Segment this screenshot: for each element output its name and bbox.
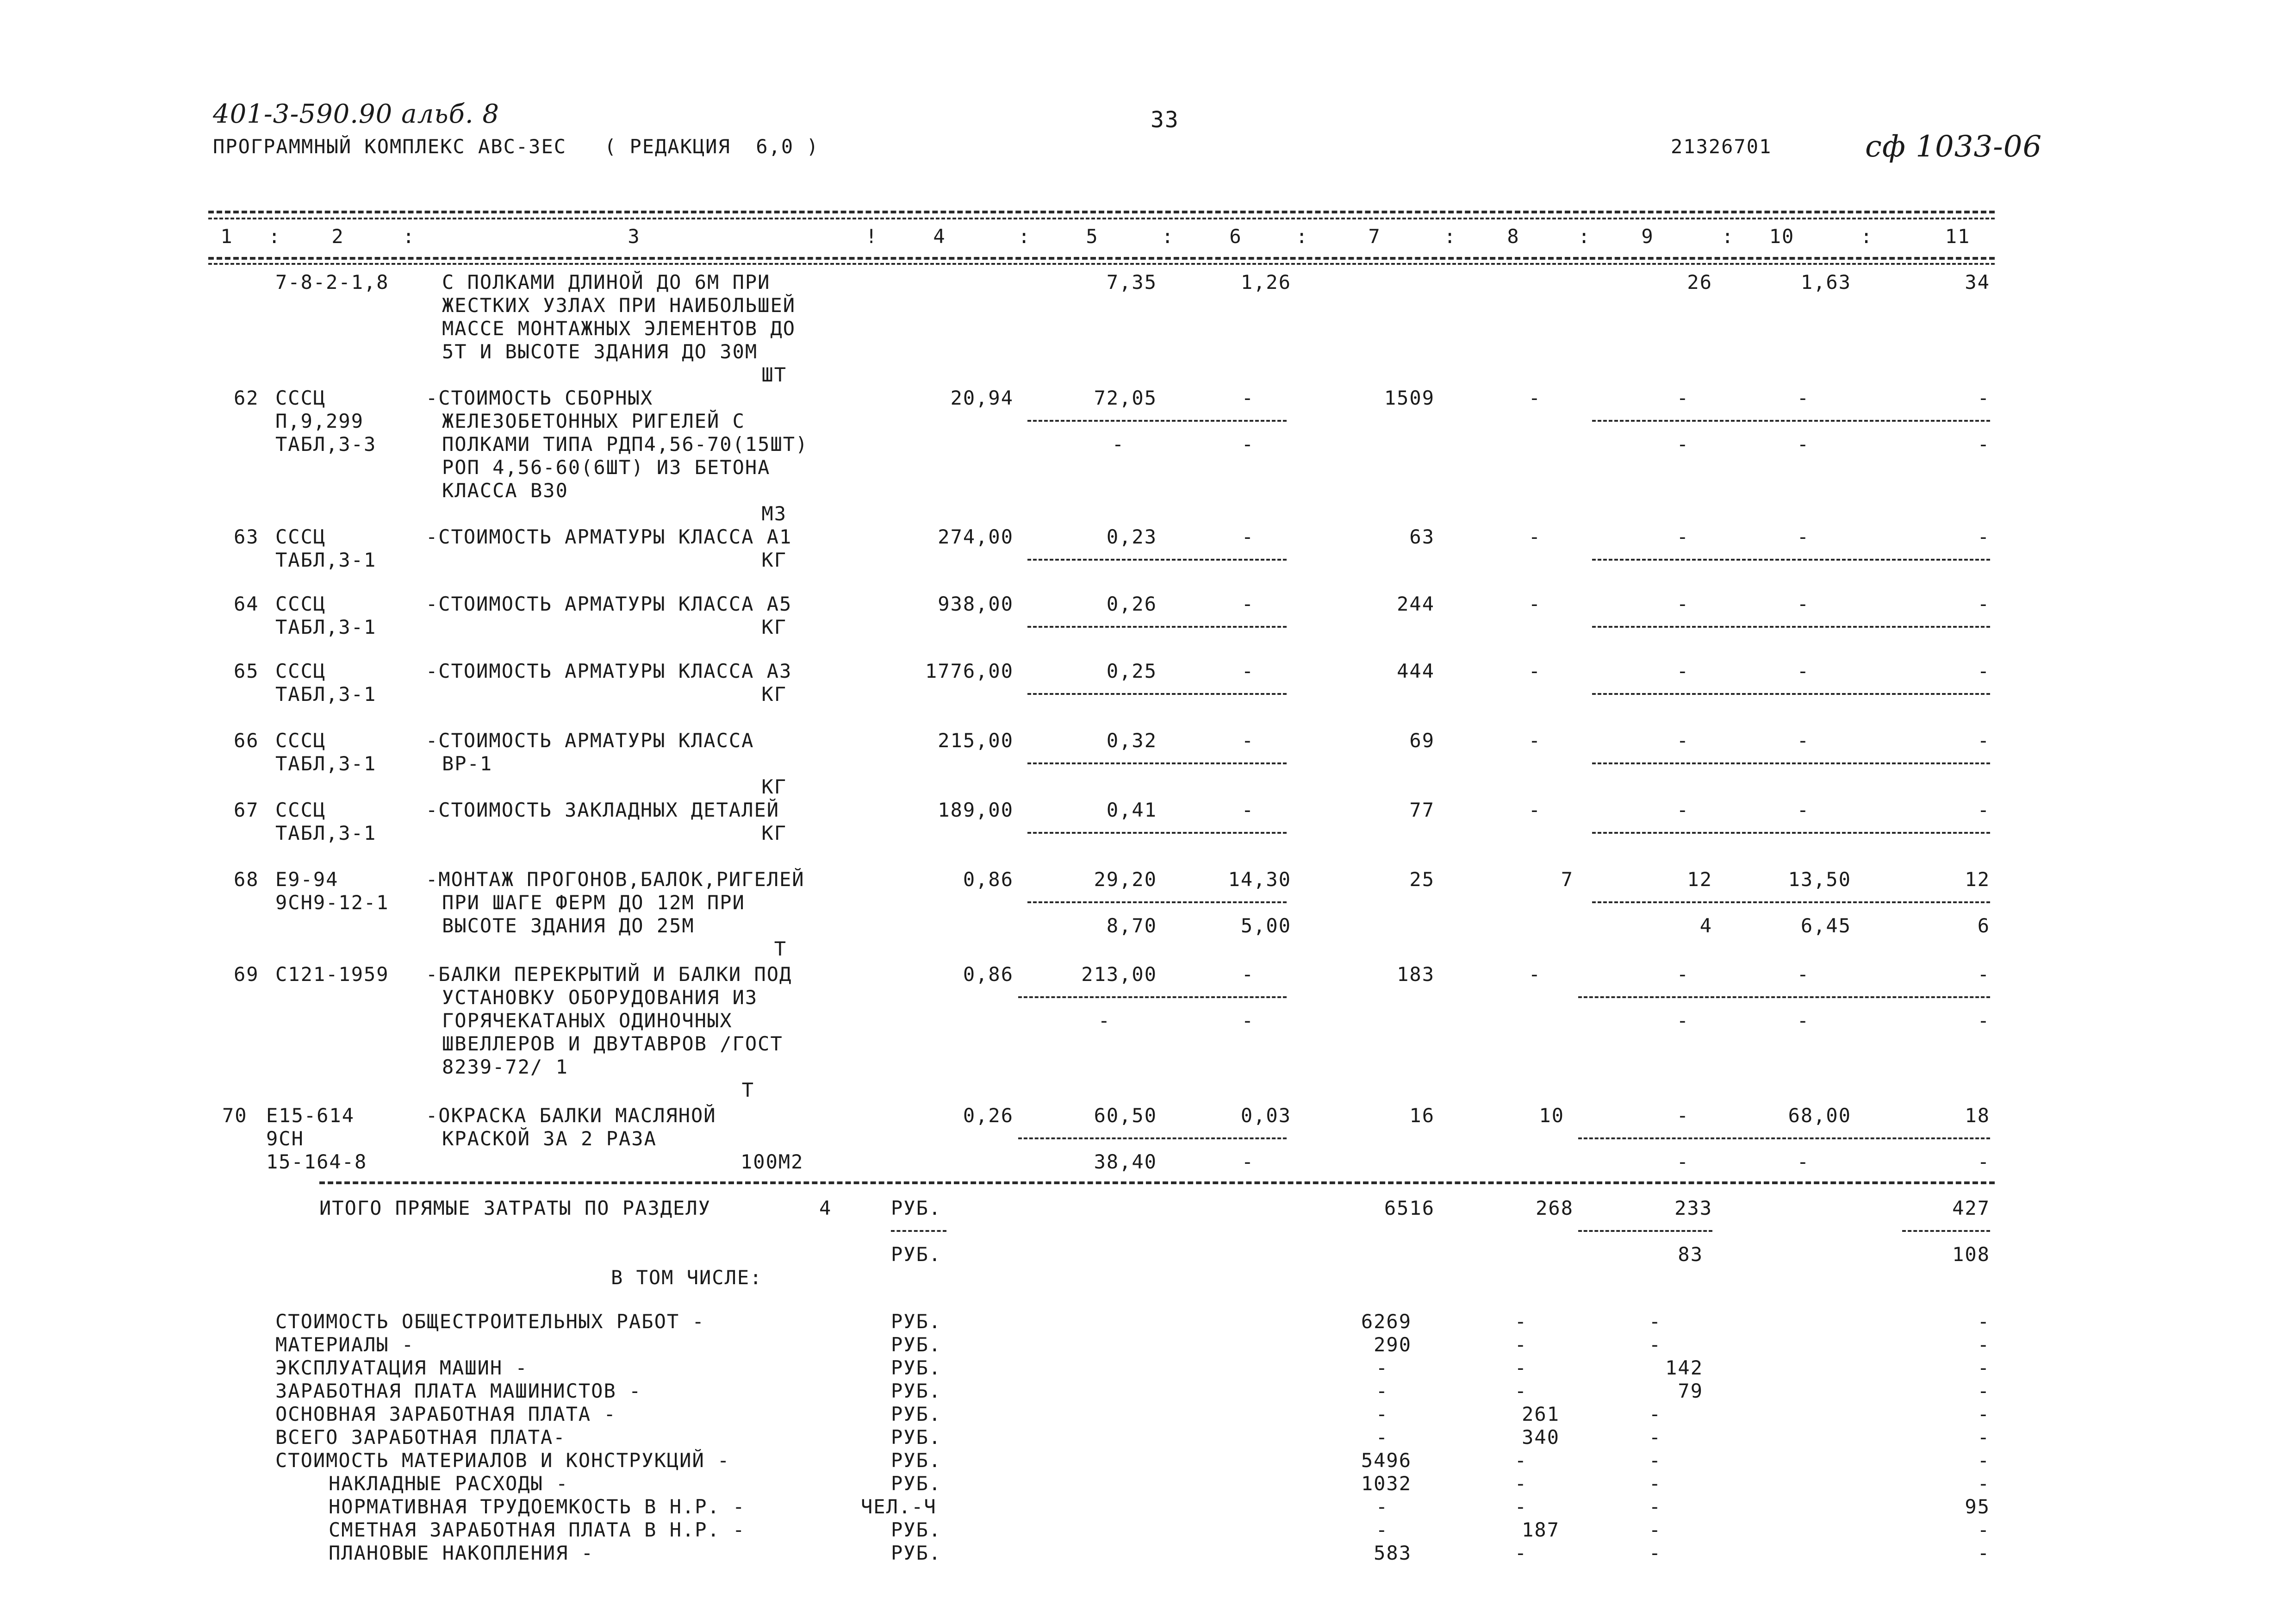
col-header-10: 10 xyxy=(1769,225,1795,248)
totals-label: ИТОГО ПРЯМЫЕ ЗАТРАТЫ ПО РАЗДЕЛУ xyxy=(319,1197,711,1219)
col-header-3: 3 xyxy=(628,225,641,248)
row-code: 7-8-2-1,8 xyxy=(275,271,389,294)
header-rule-bottom xyxy=(208,257,1995,260)
header-rule-top xyxy=(208,211,1995,213)
col-header-11: 11 xyxy=(1945,225,1971,248)
col-header-7: 7 xyxy=(1368,225,1381,248)
including-label: В ТОМ ЧИСЛЕ: xyxy=(611,1266,763,1289)
col-header-4: 4 xyxy=(933,225,946,248)
row-unit: ШТ xyxy=(761,363,787,386)
col-header-9: 9 xyxy=(1641,225,1654,248)
col-header-8: 8 xyxy=(1507,225,1520,248)
col-header-6: 6 xyxy=(1229,225,1242,248)
col-header-1: 1 xyxy=(220,225,233,248)
handwritten-code: сф 1033-06 xyxy=(1865,130,2042,164)
album-reference: 401-3-590.90 альб. 8 xyxy=(213,99,500,129)
page-number: 33 xyxy=(1151,107,1179,133)
totals-rule xyxy=(319,1181,1995,1184)
header-rule-bottom-2 xyxy=(208,263,1995,265)
program-title: ПРОГРАММНЫЙ КОМПЛЕКС АВС-3ЕС ( РЕДАКЦИЯ 6,0 ) xyxy=(213,135,819,158)
header-rule-top-2 xyxy=(208,218,1995,219)
col-header-2: 2 xyxy=(331,225,344,248)
row-number: 62 xyxy=(234,387,259,409)
col-header-5: 5 xyxy=(1086,225,1099,248)
document-code: 21326701 xyxy=(1671,135,1772,158)
